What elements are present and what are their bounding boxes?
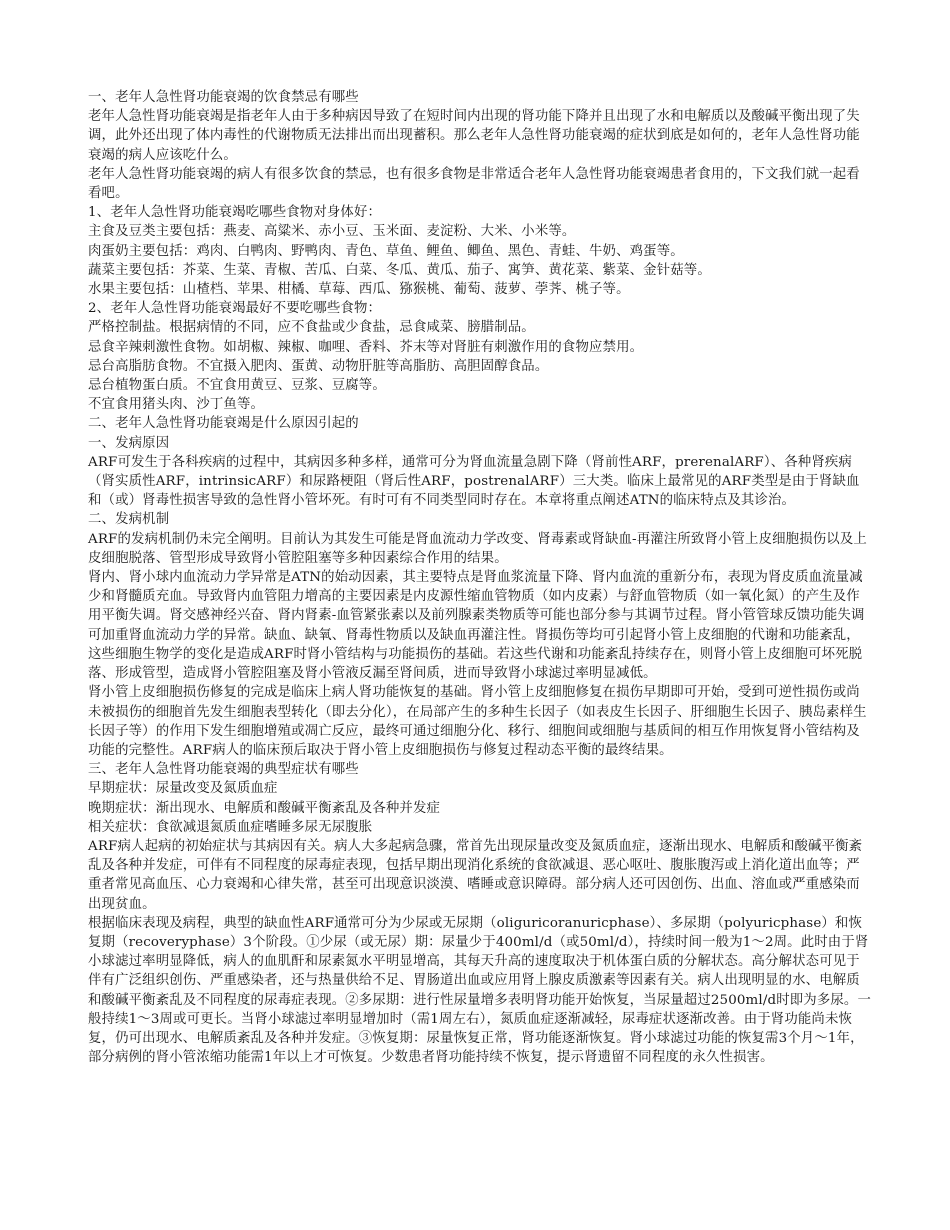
food-list-item: 主食及豆类主要包括：燕麦、高粱米、赤小豆、玉米面、麦淀粉、大米、小米等。 bbox=[88, 224, 576, 240]
subsection-heading: 1、老年人急性肾功能衰竭吃哪些食物对身体好： bbox=[88, 205, 382, 221]
paragraph: ARF病人起病的初始症状与其病因有关。病人大多起病急骤，常首先出现尿量改变及氮质血症，逐渐出现水、电解质和酸碱平衡紊乱及各种并发症，可伴有不同程度的尿毒症表现，包括早期出现消化系统的食欲减退、恶心呕吐、腹胀腹泻或上消化道出血等；严重者常见高血压、心力衰竭和心律失常，甚至可出现意识淡漠、嗜睡或意识障碍。部分病人还可因创伤、出血、溶血或严重感染而出现贫血。 bbox=[88, 838, 863, 912]
paragraph: ARF可发生于各科疾病的过程中，其病因多种多样，通常可分为肾血流量急剧下降（肾前性ARF，prerenalARF）、各种肾疾病（肾实质性ARF，intrinsicARF）和尿路梗阻（肾后性ARF，postrenalARF）三大类。临床上最常见的ARF类型是由于肾缺血和（或）肾毒性损害导致的急性肾小管坏死。有时可有不同类型同时存在。本章将重点阐述ATN的临床特点及其诊治。 bbox=[88, 454, 860, 509]
section-heading: 三、老年人急性肾功能衰竭的典型症状有哪些 bbox=[88, 762, 359, 778]
symptom-item: 早期症状：尿量改变及氮质血症 bbox=[88, 781, 278, 797]
food-list-item: 水果主要包括：山楂档、苹果、柑橘、草莓、西瓜、猕猴桃、葡萄、菠萝、荸荠、桃子等。 bbox=[88, 282, 630, 298]
section-heading: 一、老年人急性肾功能衰竭的饮食禁忌有哪些 bbox=[88, 90, 359, 105]
diet-taboo-item: 严格控制盐。根据病情的不同，应不食盐或少食盐，忌食咸菜、膀腊制品。 bbox=[88, 320, 535, 336]
diet-taboo-item: 忌台植物蛋白质。不宜食用黄豆、豆浆、豆腐等。 bbox=[88, 378, 386, 394]
food-list-item: 蔬菜主要包括：芥菜、生菜、青椒、苦瓜、白菜、冬瓜、黄瓜、茄子、寓笋、黄花菜、紫菜、金针菇等。 bbox=[88, 262, 711, 278]
diet-taboo-item: 忌台高脂肪食物。不宜摄入肥肉、蛋黄、动物肝脏等高脂肪、高胆固醇食品。 bbox=[88, 358, 549, 374]
diet-taboo-item: 不宜食用猪头肉、沙丁鱼等。 bbox=[88, 397, 265, 413]
diet-taboo-item: 忌食辛辣刺激性食物。如胡椒、辣椒、咖哩、香料、芥末等对肾脏有刺激作用的食物应禁用。 bbox=[88, 339, 644, 355]
document-body bbox=[88, 88, 872, 1067]
paragraph: 肾小管上皮细胞损伤修复的完成是临床上病人肾功能恢复的基础。肾小管上皮细胞修复在损伤早期即可开始，受到可逆性损伤或尚未被损伤的细胞首先发生细胞表型转化（即去分化），在局部产生的多种生长因子（如表皮生长因子、肝细胞生长因子、胰岛素样生长因子等）的作用下发生细胞增殖或凋亡反应，最终可通过细胞分化、移行、细胞间或细胞与基质间的相互作用恢复肾小管结构及功能的完整性。ARF病人的临床预后取决于肾小管上皮细胞损伤与修复过程动态平衡的最终结果。 bbox=[88, 685, 867, 758]
symptom-item: 晚期症状：渐出现水、电解质和酸碱平衡紊乱及各种并发症 bbox=[88, 800, 441, 816]
subsection-heading: 一、发病原因 bbox=[88, 435, 170, 451]
section-heading: 二、老年人急性肾功能衰竭是什么原因引起的 bbox=[88, 416, 359, 432]
subsection-heading: 2、老年人急性肾功能衰竭最好不要吃哪些食物： bbox=[88, 301, 382, 317]
paragraph: 肾内、肾小球内血流动力学异常是ATN的始动因素，其主要特点是肾血浆流量下降、肾内血流的重新分布，表现为肾皮质血流量减少和肾髓质充血。导致肾内血管阻力增高的主要因素是内皮源性缩血管物质（如内皮素）与舒血管物质（如一氧化氮）的产生及作用平衡失调。肾交感神经兴奋、肾内肾素-血管紧张素以及前列腺素类物质等可能也部分参与其调节过程。肾小管管球反馈功能失调可加重肾血流动力学的异常。缺血、缺氧、肾毒性物质以及缺血再灌注性。肾损伤等均可引起肾小管上皮细胞的代谢和功能紊乱，这些细胞生物学的变化是造成ARF时肾小管结构与功能损伤的基础。若这些代谢和功能紊乱持续存在，则肾小管上皮细胞可坏死脱落、形成管型，造成肾小管腔阻塞及肾小管液反漏至肾间质，进而导致肾小球滤过率明显减低。 bbox=[88, 570, 865, 682]
subsection-heading: 二、发病机制 bbox=[88, 512, 170, 528]
paragraph: 老年人急性肾功能衰竭是指老年人由于多种病因导致了在短时间内出现的肾功能下降并且出现了水和电解质以及酸碱平衡出现了失调，此外还出现了体内毒性的代谢物质无法排出而出现蓄积。那么老年人急性肾功能衰竭的症状到底是如何的，老年人急性肾功能衰竭的病人应该吃什么。 bbox=[88, 109, 860, 163]
food-list-item: 肉蛋奶主要包括：鸡肉、白鸭肉、野鸭肉、青色、草鱼、鲤鱼、鲫鱼、黑色、青蛙、牛奶、鸡蛋等。 bbox=[88, 243, 684, 259]
paragraph: 老年人急性肾功能衰竭的病人有很多饮食的禁忌，也有很多食物是非常适合老年人急性肾功能衰竭患者食用的，下文我们就一起看看吧。 bbox=[88, 166, 860, 202]
paragraph: 根据临床表现及病程，典型的缺血性ARF通常可分为少尿或无尿期（oliguricoranuricphase）、多尿期（polyuricphase）和恢复期（recoveryphase）3个阶段。①少尿（或无尿）期：尿量少于400ml/d（或50ml/d），持续时间一般为1～2周。此时由于肾小球滤过率明显降低，病人的血肌酐和尿素氮水平明显增高，其每天升高的速度取决于机体蛋白质的分解状态。高分解状态可见于伴有广泛组织创伤、严重感染者，还与热量供给不足、胃肠道出血或应用肾上腺皮质激素等因素有关。病人出现明显的水、电解质和酸碱平衡紊乱及不同程度的尿毒症表现。②多尿期：进行性尿量增多表明肾功能开始恢复，当尿量超过2500ml/d时即为多尿。一般持续1～3周或可更长。当肾小球滤过率明显增加时（需1周左右），氮质血症逐渐减轻，尿毒症状逐渐改善。由于肾功能尚未恢复，仍可出现水、电解质紊乱及各种并发症。③恢复期：尿量恢复正常，肾功能逐渐恢复。肾小球滤过功能的恢复需3个月～1年，部分病例的肾小管浓缩功能需1年以上才可恢复。少数患者肾功能持续不恢复，提示肾遗留不同程度的永久性损害。 bbox=[88, 915, 871, 1066]
symptom-item: 相关症状：食欲减退氮质血症嗜睡多尿无尿腹胀 bbox=[88, 819, 373, 835]
paragraph: ARF的发病机制仍未完全阐明。目前认为其发生可能是肾血流动力学改变、肾毒素或肾缺血-再灌注所致肾小管上皮细胞损伤以及上皮细胞脱落、管型形成导致肾小管腔阻塞等多种因素综合作用的结果。 bbox=[88, 531, 867, 566]
